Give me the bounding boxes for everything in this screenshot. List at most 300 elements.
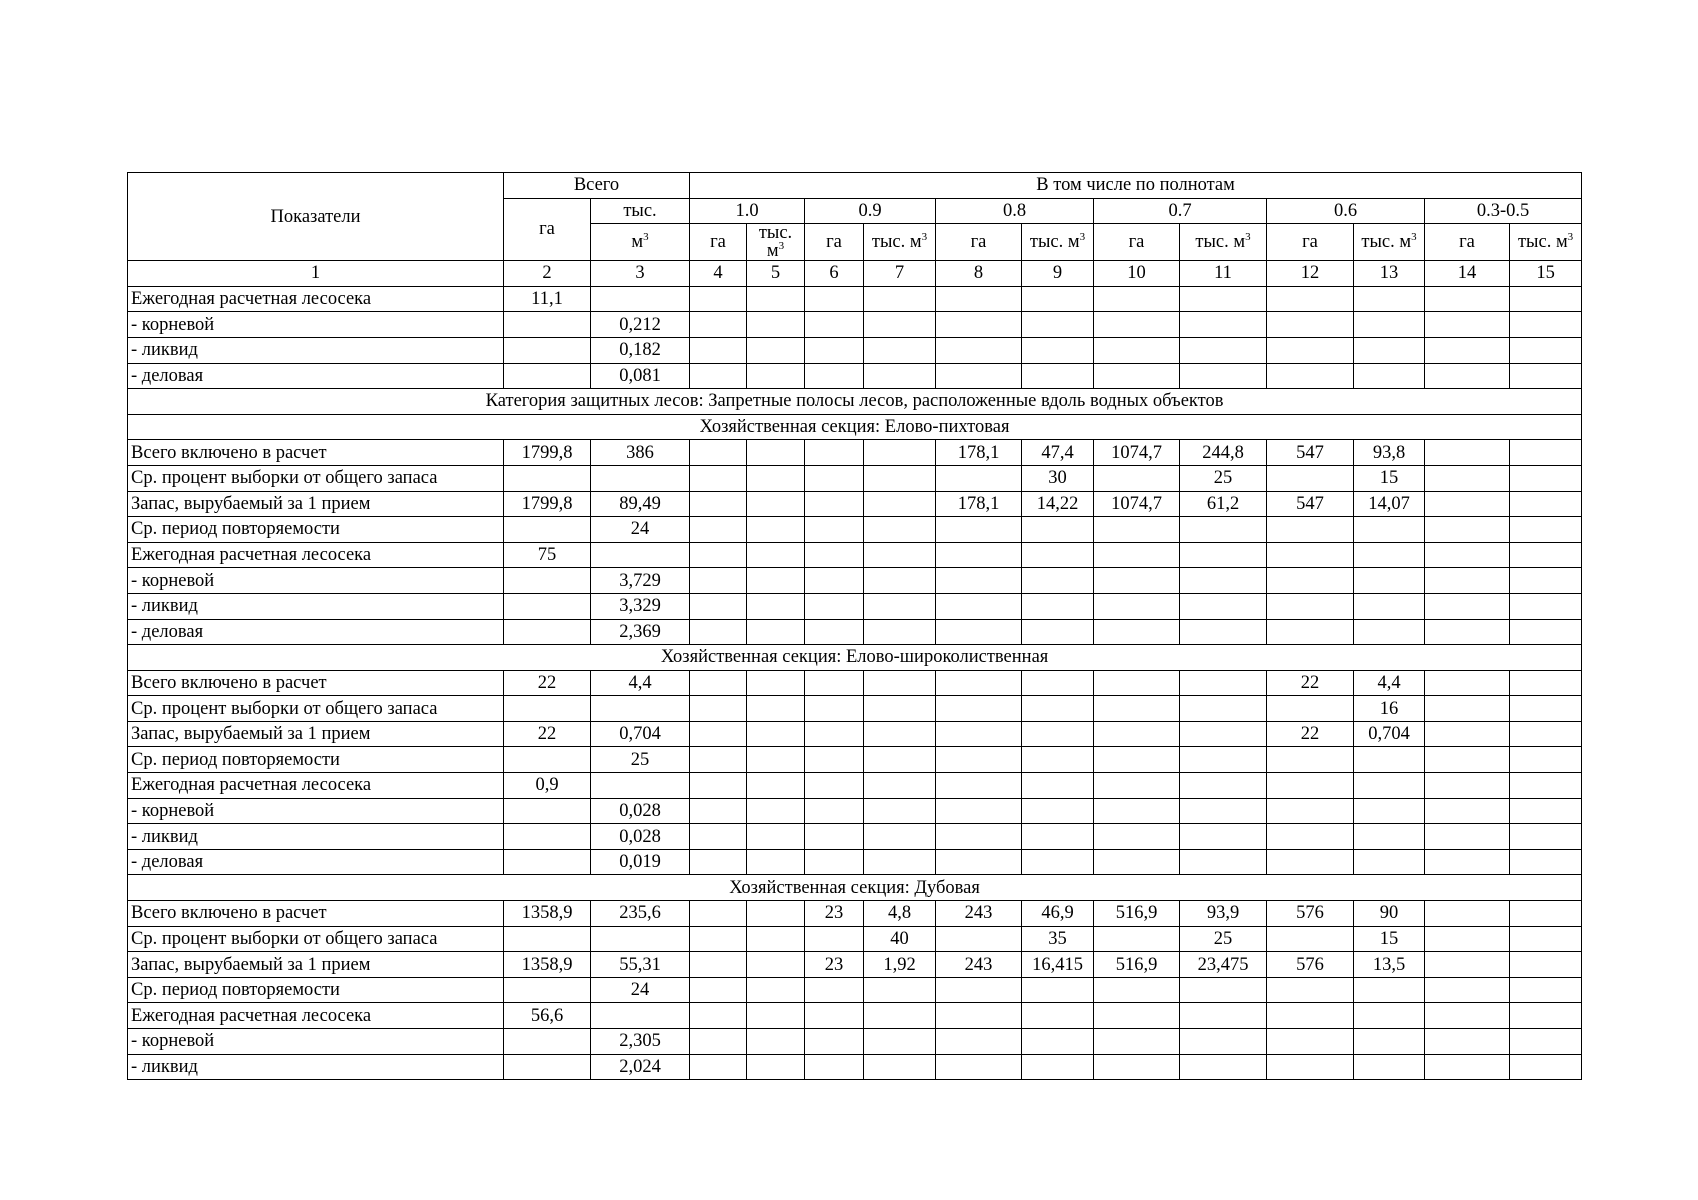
table-cell	[1354, 747, 1425, 773]
table-cell	[1094, 568, 1180, 594]
table-cell: 30	[1022, 465, 1094, 491]
column-number: 4	[690, 261, 747, 287]
table-cell	[936, 337, 1022, 363]
table-cell	[1180, 593, 1267, 619]
table-cell	[1354, 568, 1425, 594]
table-cell	[1425, 312, 1510, 338]
table-cell	[504, 824, 591, 850]
table-cell	[805, 977, 864, 1003]
table-cell: 2,305	[591, 1029, 690, 1055]
table-cell	[1267, 337, 1354, 363]
table-cell	[747, 773, 805, 799]
table-row	[128, 849, 1582, 875]
table-cell: 16	[1354, 696, 1425, 722]
table-cell	[936, 1003, 1022, 1029]
table-cell	[1180, 337, 1267, 363]
table-header	[128, 173, 1582, 287]
table-cell: 89,49	[591, 491, 690, 517]
table-cell	[805, 619, 864, 645]
table-cell	[1094, 798, 1180, 824]
table-cell: 576	[1267, 952, 1354, 978]
row-label: - ликвид	[128, 593, 504, 619]
table-row	[128, 1029, 1582, 1055]
row-label: - корневой	[128, 568, 504, 594]
table-cell	[1510, 670, 1582, 696]
table-cell	[1094, 670, 1180, 696]
table-cell	[1354, 977, 1425, 1003]
table-cell	[1354, 1054, 1425, 1080]
table-cell	[1510, 363, 1582, 389]
table-cell	[805, 542, 864, 568]
row-label: - ликвид	[128, 1054, 504, 1080]
table-cell	[1425, 1054, 1510, 1080]
column-number: 5	[747, 261, 805, 287]
table-cell	[747, 542, 805, 568]
table-cell	[1425, 542, 1510, 568]
table-cell	[591, 286, 690, 312]
table-cell	[1510, 1054, 1582, 1080]
table-cell	[1180, 977, 1267, 1003]
table-cell	[805, 465, 864, 491]
header-ths-m3-0-9: тыс. $м^3$	[864, 224, 936, 261]
table-cell	[805, 593, 864, 619]
table-cell: 90	[1354, 901, 1425, 927]
table-cell	[1425, 670, 1510, 696]
table-cell	[1267, 849, 1354, 875]
table-cell	[1180, 824, 1267, 850]
table-cell: 24	[591, 977, 690, 1003]
table-cell	[1354, 849, 1425, 875]
table-cell	[690, 286, 747, 312]
table-cell	[690, 1029, 747, 1055]
table-cell: 25	[1180, 926, 1267, 952]
table-cell	[936, 849, 1022, 875]
header-total-ths: тыс.	[591, 198, 690, 224]
table-cell	[1267, 1054, 1354, 1080]
table-cell	[864, 696, 936, 722]
table-cell	[1510, 593, 1582, 619]
table-row	[128, 977, 1582, 1003]
table-cell: 547	[1267, 491, 1354, 517]
table-cell	[864, 542, 936, 568]
table-cell	[1425, 1029, 1510, 1055]
section-title-row	[128, 875, 1582, 901]
table-cell	[1425, 798, 1510, 824]
table-cell: 235,6	[591, 901, 690, 927]
table-cell	[1022, 619, 1094, 645]
header-ha-0-6: га	[1267, 224, 1354, 261]
table-cell	[504, 619, 591, 645]
table-cell	[864, 773, 936, 799]
table-cell	[1267, 517, 1354, 543]
table-row	[128, 337, 1582, 363]
table-cell	[747, 440, 805, 466]
table-cell	[1022, 1029, 1094, 1055]
table-cell	[864, 363, 936, 389]
column-number: 2	[504, 261, 591, 287]
table-cell	[805, 798, 864, 824]
table-cell	[805, 1054, 864, 1080]
header-ha-0-8: га	[936, 224, 1022, 261]
table-cell: 22	[1267, 670, 1354, 696]
table-cell	[747, 1029, 805, 1055]
table-cell	[690, 901, 747, 927]
header-ths-m3-0-8: тыс. $м^3$	[1022, 224, 1094, 261]
table-cell: 516,9	[1094, 952, 1180, 978]
table-cell: 576	[1267, 901, 1354, 927]
table-cell: 93,8	[1354, 440, 1425, 466]
header-ths-m3-0-3-0-5: тыс. $м^3$	[1510, 224, 1582, 261]
table-row	[128, 568, 1582, 594]
calculation-table	[127, 172, 1582, 1080]
row-label: Ежегодная расчетная лесосека	[128, 773, 504, 799]
table-cell: 0,028	[591, 824, 690, 850]
table-cell: 22	[1267, 721, 1354, 747]
table-cell	[1094, 1029, 1180, 1055]
table-cell	[864, 593, 936, 619]
table-cell: 178,1	[936, 491, 1022, 517]
row-label: Всего включено в расчет	[128, 440, 504, 466]
table-cell	[936, 593, 1022, 619]
table-cell	[1354, 286, 1425, 312]
table-cell: 2,369	[591, 619, 690, 645]
table-cell: 75	[504, 542, 591, 568]
table-cell	[690, 542, 747, 568]
table-cell	[1267, 619, 1354, 645]
table-cell	[1022, 337, 1094, 363]
table-cell	[1094, 465, 1180, 491]
column-number: 13	[1354, 261, 1425, 287]
table-cell	[864, 312, 936, 338]
table-cell	[591, 1003, 690, 1029]
table-cell	[1510, 465, 1582, 491]
table-cell	[1180, 517, 1267, 543]
column-number: 10	[1094, 261, 1180, 287]
table-cell	[1022, 721, 1094, 747]
table-cell	[690, 721, 747, 747]
table-row	[128, 901, 1582, 927]
table-cell	[936, 798, 1022, 824]
table-cell	[504, 849, 591, 875]
table-cell	[864, 440, 936, 466]
table-cell	[690, 1003, 747, 1029]
row-label: Ср. период повторяемости	[128, 517, 504, 543]
table-cell: 23	[805, 952, 864, 978]
table-cell	[1425, 517, 1510, 543]
table-cell	[1267, 465, 1354, 491]
table-cell	[1510, 824, 1582, 850]
table-cell	[747, 465, 805, 491]
table-cell	[1267, 312, 1354, 338]
table-cell	[504, 798, 591, 824]
table-cell	[1425, 824, 1510, 850]
table-cell: 1,92	[864, 952, 936, 978]
section-title: Хозяйственная секция: Дубовая	[128, 875, 1582, 901]
table-cell	[1425, 721, 1510, 747]
table-cell	[1094, 721, 1180, 747]
column-number: 9	[1022, 261, 1094, 287]
table-cell	[747, 747, 805, 773]
table-cell	[1267, 542, 1354, 568]
table-cell	[805, 491, 864, 517]
table-cell	[690, 747, 747, 773]
column-number: 1	[128, 261, 504, 287]
table-cell	[1425, 747, 1510, 773]
table-cell	[1180, 363, 1267, 389]
table-cell	[1180, 773, 1267, 799]
table-cell	[864, 977, 936, 1003]
table-cell	[1354, 1029, 1425, 1055]
table-cell	[1425, 593, 1510, 619]
table-cell	[747, 491, 805, 517]
table-cell	[1094, 619, 1180, 645]
table-cell: 35	[1022, 926, 1094, 952]
table-cell	[1510, 901, 1582, 927]
table-cell	[1022, 696, 1094, 722]
table-cell	[1267, 926, 1354, 952]
table-cell	[1180, 1029, 1267, 1055]
table-cell	[1354, 1003, 1425, 1029]
table-cell: 0,704	[591, 721, 690, 747]
table-cell	[504, 312, 591, 338]
table-cell	[1425, 1003, 1510, 1029]
table-cell	[1510, 721, 1582, 747]
table-cell	[690, 849, 747, 875]
column-number: 6	[805, 261, 864, 287]
header-total: Всего	[504, 173, 690, 199]
table-cell	[747, 849, 805, 875]
table-cell	[690, 568, 747, 594]
table-cell	[936, 363, 1022, 389]
table-cell	[504, 747, 591, 773]
table-cell: 23	[805, 901, 864, 927]
table-cell	[1022, 1003, 1094, 1029]
table-cell	[805, 312, 864, 338]
row-label: Ежегодная расчетная лесосека	[128, 542, 504, 568]
table-cell	[1267, 773, 1354, 799]
table-cell	[1180, 1003, 1267, 1029]
header-ha-0-9: га	[805, 224, 864, 261]
table-cell	[864, 1029, 936, 1055]
table-row	[128, 619, 1582, 645]
table-cell	[1425, 901, 1510, 927]
table-cell	[1022, 312, 1094, 338]
table-row	[128, 824, 1582, 850]
table-cell	[805, 286, 864, 312]
table-cell	[936, 747, 1022, 773]
table-cell	[504, 1029, 591, 1055]
header-density-0-8: 0.8	[936, 198, 1094, 224]
table-cell: 47,4	[1022, 440, 1094, 466]
table-cell	[1094, 747, 1180, 773]
table-cell	[1180, 696, 1267, 722]
table-cell	[936, 670, 1022, 696]
row-label: Всего включено в расчет	[128, 670, 504, 696]
table-cell	[1094, 312, 1180, 338]
table-cell	[1425, 619, 1510, 645]
table-cell: 1799,8	[504, 440, 591, 466]
table-row	[128, 542, 1582, 568]
table-row	[128, 670, 1582, 696]
table-cell	[936, 824, 1022, 850]
table-cell: 93,9	[1180, 901, 1267, 927]
table-cell	[690, 619, 747, 645]
table-cell	[936, 542, 1022, 568]
table-cell	[805, 1029, 864, 1055]
table-cell	[1180, 568, 1267, 594]
table-cell	[1425, 440, 1510, 466]
table-cell	[1510, 337, 1582, 363]
table-cell: 1799,8	[504, 491, 591, 517]
table-cell	[1094, 773, 1180, 799]
table-cell: 56,6	[504, 1003, 591, 1029]
table-cell	[591, 542, 690, 568]
table-cell: 3,729	[591, 568, 690, 594]
table-cell	[747, 337, 805, 363]
table-cell	[1510, 542, 1582, 568]
table-cell: 4,4	[591, 670, 690, 696]
table-cell	[864, 721, 936, 747]
header-density-0-7: 0.7	[1094, 198, 1267, 224]
row-label: Запас, вырубаемый за 1 прием	[128, 952, 504, 978]
table-cell	[864, 1054, 936, 1080]
table-cell: 1074,7	[1094, 491, 1180, 517]
table-cell	[1094, 977, 1180, 1003]
table-cell	[1510, 568, 1582, 594]
table-cell	[1267, 696, 1354, 722]
table-cell	[591, 926, 690, 952]
row-label: Ср. процент выборки от общего запаса	[128, 465, 504, 491]
table-cell	[1267, 568, 1354, 594]
table-cell	[805, 773, 864, 799]
table-cell	[690, 440, 747, 466]
table-cell	[1180, 721, 1267, 747]
table-row	[128, 312, 1582, 338]
row-label: - корневой	[128, 312, 504, 338]
table-cell	[1022, 1054, 1094, 1080]
table-cell	[805, 696, 864, 722]
table-cell	[805, 824, 864, 850]
table-cell: 14,07	[1354, 491, 1425, 517]
table-cell: 16,415	[1022, 952, 1094, 978]
table-cell	[1180, 312, 1267, 338]
row-label: - деловая	[128, 363, 504, 389]
table-cell	[747, 312, 805, 338]
table-cell	[805, 337, 864, 363]
table-cell	[747, 593, 805, 619]
table-cell: 4,4	[1354, 670, 1425, 696]
table-cell	[591, 465, 690, 491]
table-cell	[936, 926, 1022, 952]
column-number: 8	[936, 261, 1022, 287]
table-cell	[747, 286, 805, 312]
table-cell	[1354, 542, 1425, 568]
table-cell	[1094, 849, 1180, 875]
table-cell	[864, 337, 936, 363]
table-cell: 40	[864, 926, 936, 952]
table-cell	[690, 952, 747, 978]
table-cell	[504, 465, 591, 491]
table-cell	[1094, 517, 1180, 543]
table-cell	[1094, 1003, 1180, 1029]
header-indicators: Показатели	[128, 173, 504, 261]
table-cell	[1094, 337, 1180, 363]
table-cell	[1510, 926, 1582, 952]
table-cell	[1425, 849, 1510, 875]
header-total-ha: га	[504, 198, 591, 261]
table-cell	[690, 1054, 747, 1080]
header-row-1	[128, 173, 1582, 199]
table-cell	[1094, 926, 1180, 952]
table-row	[128, 721, 1582, 747]
table-cell	[805, 1003, 864, 1029]
table-cell: 13,5	[1354, 952, 1425, 978]
table-row	[128, 926, 1582, 952]
table-cell	[1510, 849, 1582, 875]
table-row	[128, 440, 1582, 466]
table-cell	[504, 926, 591, 952]
table-cell: 15	[1354, 926, 1425, 952]
table-cell	[1425, 696, 1510, 722]
table-cell	[690, 517, 747, 543]
table-cell	[1425, 491, 1510, 517]
table-cell	[747, 1003, 805, 1029]
table-cell	[1267, 286, 1354, 312]
table-cell	[805, 517, 864, 543]
table-cell	[1022, 773, 1094, 799]
table-cell: 0,028	[591, 798, 690, 824]
row-label: Ежегодная расчетная лесосека	[128, 286, 504, 312]
table-cell	[504, 363, 591, 389]
table-cell	[1180, 286, 1267, 312]
table-cell	[747, 670, 805, 696]
table-cell	[591, 696, 690, 722]
table-cell	[1510, 619, 1582, 645]
row-label: Ср. период повторяемости	[128, 977, 504, 1003]
table-row	[128, 465, 1582, 491]
table-cell	[504, 568, 591, 594]
table-cell	[1094, 593, 1180, 619]
row-label: - корневой	[128, 798, 504, 824]
table-cell	[1022, 568, 1094, 594]
table-body	[128, 286, 1582, 1079]
table-cell	[805, 568, 864, 594]
table-cell	[690, 363, 747, 389]
table-cell	[504, 337, 591, 363]
table-cell	[1510, 773, 1582, 799]
table-cell	[1022, 517, 1094, 543]
table-cell	[805, 747, 864, 773]
row-label: Ср. процент выборки от общего запаса	[128, 926, 504, 952]
table-row	[128, 696, 1582, 722]
table-cell: 0,704	[1354, 721, 1425, 747]
column-number: 15	[1510, 261, 1582, 287]
table-cell	[936, 517, 1022, 543]
table-cell: 46,9	[1022, 901, 1094, 927]
table-cell: 0,019	[591, 849, 690, 875]
table-cell	[504, 593, 591, 619]
table-cell	[690, 798, 747, 824]
table-row	[128, 1003, 1582, 1029]
table-cell	[805, 849, 864, 875]
table-cell	[1510, 1003, 1582, 1029]
table-cell	[936, 568, 1022, 594]
table-cell	[690, 670, 747, 696]
table-cell	[747, 1054, 805, 1080]
table-cell	[1180, 849, 1267, 875]
table-cell	[864, 824, 936, 850]
table-cell	[1425, 952, 1510, 978]
